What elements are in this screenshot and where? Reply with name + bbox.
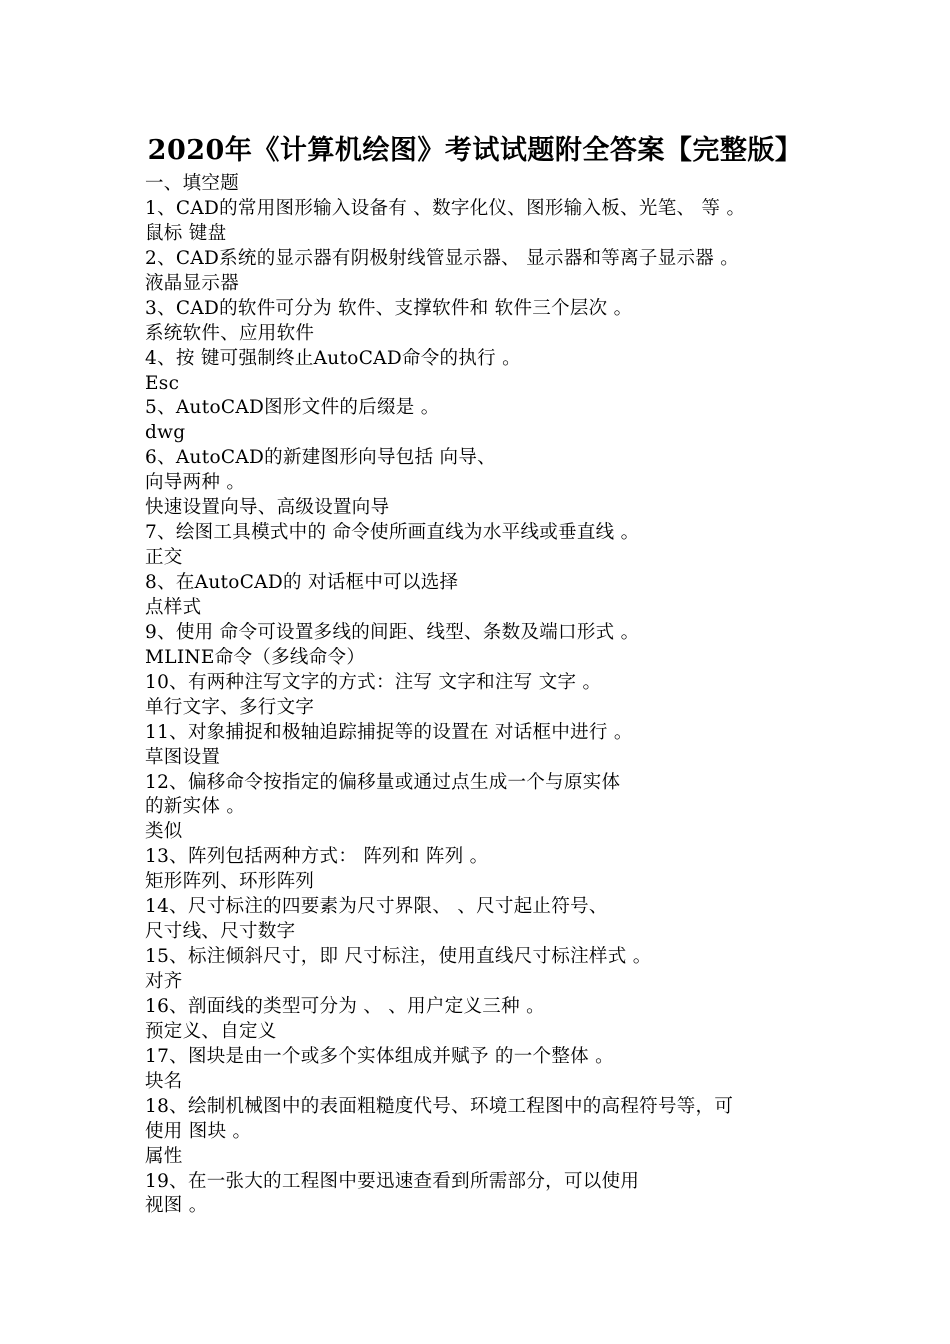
answer-11: 草图设置 [145, 746, 221, 768]
answer-8: 点样式 [145, 596, 202, 618]
question-10: 10、有两种注写文字的方式：注写 文字和注写 文字 。 [145, 671, 602, 693]
answer-2: 液晶显示器 [145, 272, 240, 294]
question-19-continued: 视图 。 [145, 1195, 208, 1217]
question-9: 9、使用 命令可设置多线的间距、线型、条数及端口形式 。 [145, 621, 640, 643]
answer-18: 属性 [145, 1145, 183, 1167]
answer-4: Esc [145, 372, 180, 394]
question-12-continued: 的新实体 。 [145, 796, 246, 818]
answer-3: 系统软件、应用软件 [145, 322, 315, 344]
question-7: 7、绘图工具模式中的 命令使所画直线为水平线或垂直线 。 [145, 522, 640, 544]
answer-17: 块名 [145, 1070, 183, 1092]
question-15: 15、标注倾斜尺寸，即 尺寸标注，使用直线尺寸标注样式 。 [145, 946, 652, 968]
answer-1: 鼠标 键盘 [145, 222, 227, 244]
answer-10: 单行文字、多行文字 [145, 696, 315, 718]
document-title: 2020年《计算机绘图》考试试题附全答案【完整版】 [147, 135, 803, 166]
answer-16: 预定义、自定义 [145, 1020, 277, 1042]
question-17: 17、图块是由一个或多个实体组成并赋予 的一个整体 。 [145, 1045, 614, 1067]
question-8: 8、在AutoCAD的 对话框中可以选择 [145, 572, 459, 593]
question-11: 11、对象捕捉和极轴追踪捕捉等的设置在 对话框中进行 。 [145, 721, 633, 743]
answer-9: MLINE命令（多线命令） [145, 646, 366, 668]
section-heading: 一、填空题 [145, 173, 240, 194]
answer-12: 类似 [145, 821, 183, 843]
answer-5: dwg [145, 422, 186, 444]
answer-7: 正交 [145, 547, 183, 569]
question-2: 2、CAD系统的显示器有阴极射线管显示器、 显示器和等离子显示器 。 [145, 247, 740, 269]
document-body [145, 172, 845, 1219]
question-19: 19、在一张大的工程图中要迅速查看到所需部分，可以使用 [145, 1170, 640, 1192]
question-4: 4、按 键可强制终止AutoCAD命令的执行 。 [145, 347, 521, 369]
answer-13: 矩形阵列、环形阵列 [145, 871, 315, 893]
question-6: 6、AutoCAD的新建图形向导包括 向导、 [145, 447, 496, 469]
question-14: 14、尺寸标注的四要素为尺寸界限、 、尺寸起止符号、 [145, 896, 608, 918]
question-3: 3、CAD的软件可分为 软件、支撑软件和 软件三个层次 。 [145, 297, 633, 319]
question-16: 16、剖面线的类型可分为 、 、用户定义三种 。 [145, 995, 545, 1017]
question-13: 13、阵列包括两种方式： 阵列和 阵列 。 [145, 846, 489, 868]
question-6-continued: 向导两种 。 [145, 472, 246, 494]
answer-15: 对齐 [145, 971, 183, 992]
question-5: 5、AutoCAD图形文件的后缀是 。 [145, 397, 440, 419]
question-18: 18、绘制机械图中的表面粗糙度代号、环境工程图中的高程符号等，可 [145, 1095, 734, 1117]
question-14-continued: 尺寸线、尺寸数字 [145, 921, 296, 943]
question-18-continued: 使用 图块 。 [145, 1120, 252, 1142]
question-1: 1、CAD的常用图形输入设备有 、数字化仪、图形输入板、光笔、 等 。 [145, 197, 746, 219]
answer-6: 快速设置向导、高级设置向导 [145, 497, 390, 519]
question-12: 12、偏移命令按指定的偏移量或通过点生成一个与原实体 [145, 771, 621, 793]
